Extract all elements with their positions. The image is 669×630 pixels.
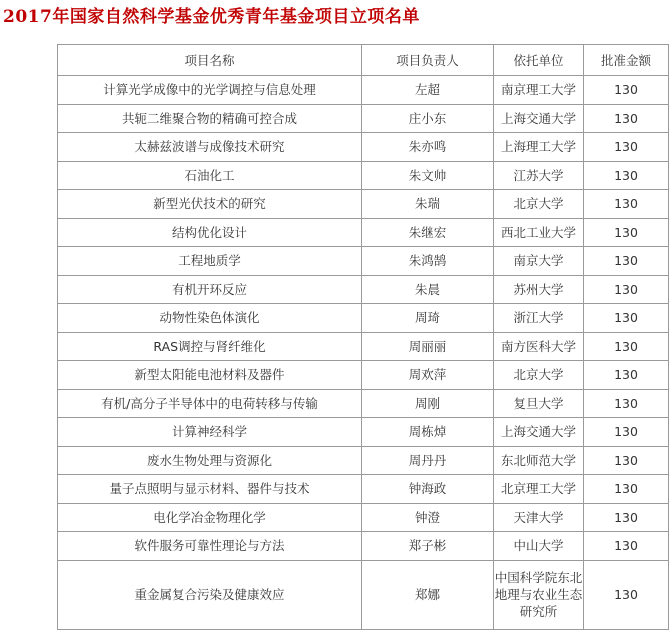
cell-leader: 郑子彬 <box>362 532 494 561</box>
table-row <box>58 389 669 418</box>
cell-project-name: RAS调控与肾纤维化 <box>58 332 362 361</box>
cell-unit: 南京大学 <box>494 247 584 276</box>
cell-leader: 周欢萍 <box>362 361 494 390</box>
cell-project-name: 废水生物处理与资源化 <box>58 446 362 475</box>
cell-amount: 130 <box>584 104 669 133</box>
cell-amount: 130 <box>584 275 669 304</box>
table-row <box>58 104 669 133</box>
table-row <box>58 361 669 390</box>
cell-project-name: 结构优化设计 <box>58 218 362 247</box>
table-row <box>58 475 669 504</box>
cell-project-name: 计算光学成像中的光学调控与信息处理 <box>58 76 362 105</box>
cell-amount: 130 <box>584 161 669 190</box>
cell-unit: 天津大学 <box>494 503 584 532</box>
cell-unit: 西北工业大学 <box>494 218 584 247</box>
table-row <box>58 503 669 532</box>
header-approved-amount: 批准金额 <box>584 45 669 76</box>
cell-leader: 周刚 <box>362 389 494 418</box>
cell-project-name: 有机/高分子半导体中的电荷转移与传输 <box>58 389 362 418</box>
cell-amount: 130 <box>584 418 669 447</box>
cell-leader: 朱继宏 <box>362 218 494 247</box>
cell-leader: 朱文帅 <box>362 161 494 190</box>
table-row <box>58 332 669 361</box>
cell-project-name: 量子点照明与显示材料、器件与技术 <box>58 475 362 504</box>
table-row <box>58 418 669 447</box>
cell-leader: 周栋焯 <box>362 418 494 447</box>
cell-unit: 上海理工大学 <box>494 133 584 162</box>
cell-leader: 左超 <box>362 76 494 105</box>
cell-unit: 南方医科大学 <box>494 332 584 361</box>
cell-amount: 130 <box>584 503 669 532</box>
cell-unit: 中山大学 <box>494 532 584 561</box>
cell-project-name: 电化学冶金物理化学 <box>58 503 362 532</box>
cell-project-name: 重金属复合污染及健康效应 <box>58 560 362 629</box>
cell-amount: 130 <box>584 190 669 219</box>
cell-amount: 130 <box>584 332 669 361</box>
cell-unit: 北京大学 <box>494 190 584 219</box>
cell-amount: 130 <box>584 76 669 105</box>
header-project-leader: 项目负责人 <box>362 45 494 76</box>
cell-amount: 130 <box>584 560 669 629</box>
cell-leader: 周丽丽 <box>362 332 494 361</box>
cell-unit: 江苏大学 <box>494 161 584 190</box>
cell-amount: 130 <box>584 218 669 247</box>
cell-project-name: 有机开环反应 <box>58 275 362 304</box>
cell-leader: 朱鸿鹄 <box>362 247 494 276</box>
cell-leader: 钟澄 <box>362 503 494 532</box>
table-row <box>58 304 669 333</box>
table-row <box>58 161 669 190</box>
cell-leader: 朱晨 <box>362 275 494 304</box>
header-host-unit: 依托单位 <box>494 45 584 76</box>
cell-leader: 朱瑞 <box>362 190 494 219</box>
cell-project-name: 软件服务可靠性理论与方法 <box>58 532 362 561</box>
cell-unit: 浙江大学 <box>494 304 584 333</box>
cell-unit: 南京理工大学 <box>494 76 584 105</box>
cell-project-name: 共轭二维聚合物的精确可控合成 <box>58 104 362 133</box>
cell-amount: 130 <box>584 361 669 390</box>
cell-unit: 上海交通大学 <box>494 104 584 133</box>
cell-amount: 130 <box>584 304 669 333</box>
table-row <box>58 247 669 276</box>
cell-unit: 复旦大学 <box>494 389 584 418</box>
cell-amount: 130 <box>584 133 669 162</box>
cell-project-name: 石油化工 <box>58 161 362 190</box>
cell-leader: 钟海政 <box>362 475 494 504</box>
table-row <box>58 532 669 561</box>
cell-project-name: 动物性染色体演化 <box>58 304 362 333</box>
table-row <box>58 133 669 162</box>
cell-leader: 郑娜 <box>362 560 494 629</box>
cell-unit: 北京理工大学 <box>494 475 584 504</box>
table-row <box>58 190 669 219</box>
cell-unit: 东北师范大学 <box>494 446 584 475</box>
cell-leader: 周琦 <box>362 304 494 333</box>
cell-amount: 130 <box>584 475 669 504</box>
cell-amount: 130 <box>584 532 669 561</box>
header-project-name: 项目名称 <box>58 45 362 76</box>
cell-unit: 北京大学 <box>494 361 584 390</box>
table-row <box>58 275 669 304</box>
cell-amount: 130 <box>584 389 669 418</box>
cell-unit: 中国科学院东北地理与农业生态研究所 <box>494 560 584 629</box>
cell-project-name: 太赫兹波谱与成像技术研究 <box>58 133 362 162</box>
cell-project-name: 新型太阳能电池材料及器件 <box>58 361 362 390</box>
table-body <box>58 76 669 630</box>
cell-unit: 苏州大学 <box>494 275 584 304</box>
table-row <box>58 560 669 629</box>
cell-unit: 上海交通大学 <box>494 418 584 447</box>
cell-amount: 130 <box>584 247 669 276</box>
cell-leader: 庄小东 <box>362 104 494 133</box>
cell-leader: 周丹丹 <box>362 446 494 475</box>
cell-amount: 130 <box>584 446 669 475</box>
cell-project-name: 工程地质学 <box>58 247 362 276</box>
project-table <box>57 44 669 630</box>
table-header <box>58 45 669 76</box>
page-title: 2017年国家自然科学基金优秀青年基金项目立项名单 <box>3 7 420 27</box>
header-row <box>58 45 669 76</box>
table-row <box>58 76 669 105</box>
cell-leader: 朱亦鸣 <box>362 133 494 162</box>
table-row <box>58 218 669 247</box>
cell-project-name: 计算神经科学 <box>58 418 362 447</box>
table-row <box>58 446 669 475</box>
cell-project-name: 新型光伏技术的研究 <box>58 190 362 219</box>
